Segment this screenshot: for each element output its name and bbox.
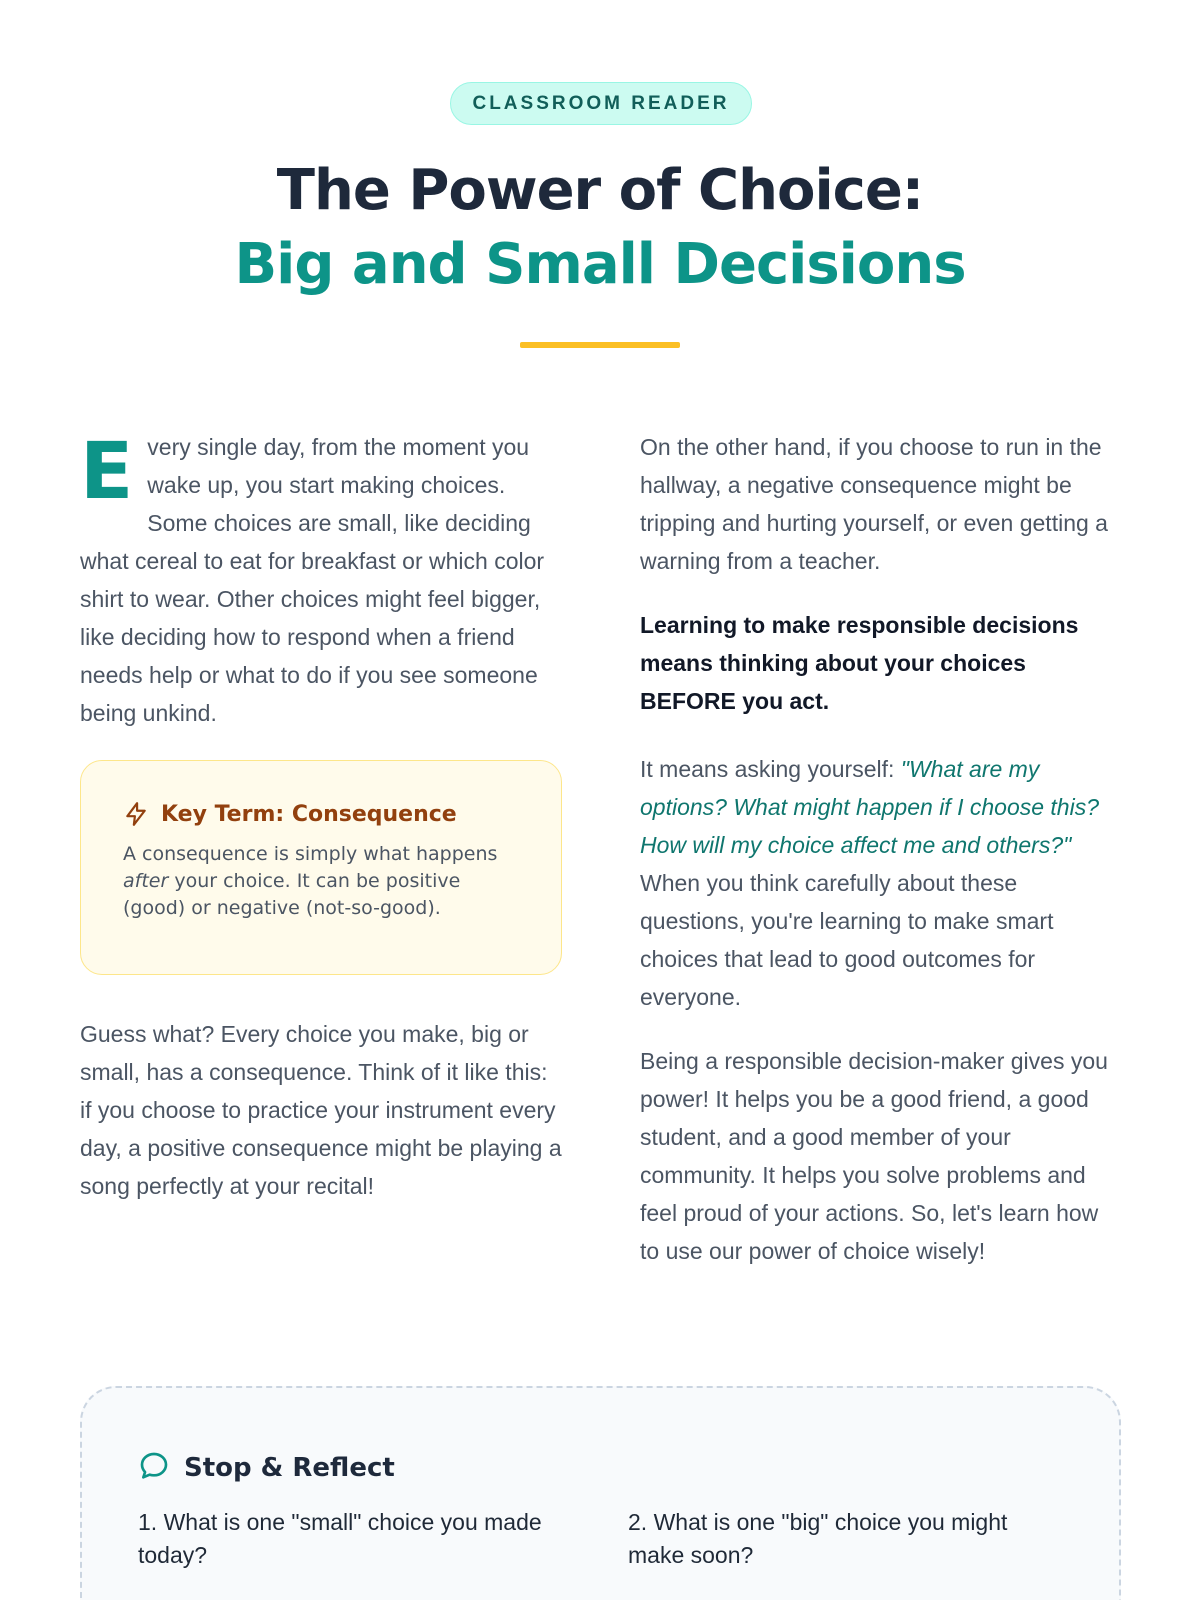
drop-cap: E — [80, 427, 134, 517]
lightning-icon — [123, 801, 149, 827]
speech-bubble-icon — [138, 1450, 170, 1486]
reflect-question-1: 1. What is one "small" choice you made today? — [138, 1509, 542, 1568]
title-divider — [520, 342, 680, 348]
key-term-box — [80, 760, 562, 975]
key-term-title: Key Term: Consequence — [161, 801, 457, 827]
reflect-question-2: 2. What is one "big" choice you might make soon? — [628, 1509, 1008, 1568]
key-term-header — [123, 801, 521, 827]
responsible-decisions-statement: Learning to make responsible decisions means thinking about your choices BEFORE you act. — [640, 612, 1079, 714]
key-term-emphasis: after — [123, 870, 169, 892]
key-term-definition — [123, 841, 521, 922]
section-badge: CLASSROOM READER — [450, 82, 752, 125]
self-question-quote: "What are my options? What might happen if I choose this? How will my choice affect me and others?" — [640, 756, 1100, 858]
asking-yourself-paragraph — [640, 750, 1122, 1016]
key-term-text-before: A consequence is simply what happens — [123, 843, 498, 865]
intro-paragraph — [80, 428, 562, 732]
key-term-text-after: your choice. It can be positive (good) or negative (not-so-good). — [123, 870, 461, 919]
power-paragraph: Being a responsible decision-maker gives you power! It helps you be a good friend, a good student, and a good member of your community. It helps you solve problems and feel proud of your actions. So, let's learn how to use our power of choice wisely! — [640, 1048, 1108, 1264]
asking-yourself-lead: It means asking yourself: — [640, 756, 901, 782]
intro-paragraph-text: very single day, from the moment you wake up, you start making choices. Some choices are small, like deciding what cereal to eat for breakfast or which color shirt to wear. Other choices might feel bigger, like deciding how to respond when a friend needs help or what to do if you see someone being unkind. — [80, 434, 545, 726]
reflect-title: Stop & Reflect — [184, 1453, 395, 1483]
reflect-header — [138, 1450, 395, 1486]
page-title-line-1: The Power of Choice: — [276, 158, 924, 223]
asking-yourself-rest: When you think carefully about these questions, you're learning to make smart choices that lead to good outcomes for everyone. — [640, 870, 1054, 1010]
stop-and-reflect-box — [80, 1386, 1121, 1600]
negative-consequence-paragraph: On the other hand, if you choose to run in the hallway, a negative consequence might be tripping and hurting yourself, or even getting a warning from a teacher. — [640, 434, 1108, 574]
consequence-paragraph: Guess what? Every choice you make, big or small, has a consequence. Think of it like this: if you choose to practice your instrument every day, a positive consequence might be playing a song perfectly at your recital! — [80, 1021, 562, 1199]
page-title-line-2: Big and Small Decisions — [234, 232, 966, 297]
